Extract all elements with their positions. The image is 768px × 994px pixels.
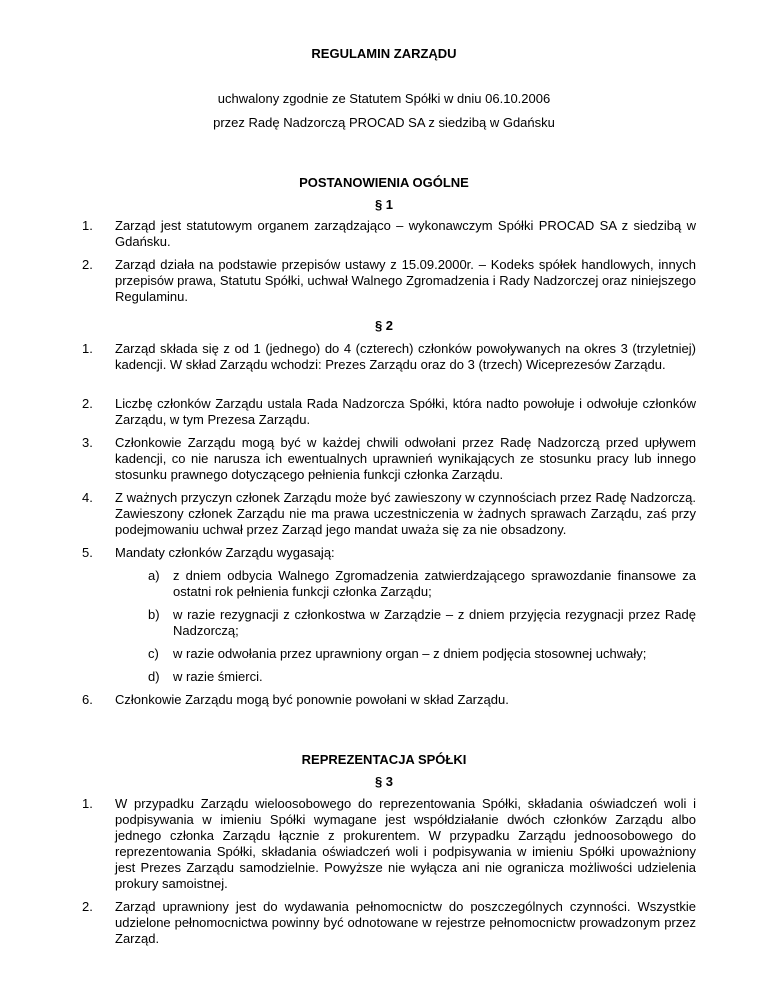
- list-item: [82, 692, 696, 708]
- item-text: Członkowie Zarządu mogą być w każdej chwili odwołani przez Radę Nadzorczą przed upływem kadencji, co nie narusza ich ewentualnych uprawnień wynikających ze stosunku pracy lub innego stosunku prawnego dotyczącego pełnienia funkcji członka Zarządu.: [115, 435, 696, 482]
- list-item: [82, 218, 696, 250]
- item-number: 2.: [82, 899, 93, 914]
- sub-item-letter: d): [148, 669, 160, 684]
- item-text: Członkowie Zarządu mogą być ponownie powołani w skład Zarządu.: [115, 692, 509, 707]
- sub-item-letter: a): [148, 568, 160, 583]
- document-title: REGULAMIN ZARZĄDU: [311, 46, 457, 61]
- item-number: 2.: [82, 396, 93, 411]
- item-text: Zarząd jest statutowym organem zarządzająco – wykonawczym Spółki PROCAD SA z siedzibą w Gdańsku.: [115, 218, 696, 249]
- list-item: [82, 796, 696, 892]
- section-heading-general: POSTANOWIENIA OGÓLNE: [299, 175, 469, 190]
- list-item: [82, 396, 696, 428]
- sub-item-text: w razie odwołania przez uprawniony organ – z dniem podjęcia stosownej uchwały;: [173, 646, 647, 661]
- item-number: 3.: [82, 435, 93, 450]
- paragraph-mark-1: § 1: [374, 197, 394, 212]
- sub-list-item: [148, 568, 696, 600]
- item-number: 5.: [82, 545, 93, 560]
- document-subtitle-line2: przez Radę Nadzorczą PROCAD SA z siedzibą w Gdańsku: [213, 115, 555, 130]
- item-text: Zarząd składa się z od 1 (jednego) do 4 (czterech) członków powoływanych na okres 3 (trzyletniej) kadencji. W skład Zarządu wchodzi: Prezes Zarządu oraz do 3 (trzech) Wiceprezesów Zarządu.: [115, 341, 696, 372]
- sub-list-item: [148, 669, 696, 685]
- item-number: 1.: [82, 796, 93, 811]
- item-text: W przypadku Zarządu wieloosobowego do reprezentowania Spółki, składania oświadczeń woli i podpisywania w imieniu Spółki wymagane jest współdziałanie dwóch członków Zarządu albo jednego członka Zarządu łącznie z prokurentem. W przypadku Zarządu jednoosobowego do reprezentowania Spółki, składania oświadczeń woli i podpisywania w imieniu Spółki upoważniony jest Prezes Zarządu samodzielnie. Powyższe nie wyłącza ani nie ogranicza możliwości udzielenia prokury samoistnej.: [115, 796, 696, 891]
- list-item: [82, 899, 696, 947]
- item-number: 4.: [82, 490, 93, 505]
- sub-item-letter: b): [148, 607, 160, 622]
- list-item: [82, 341, 696, 373]
- sub-list-item: [148, 607, 696, 639]
- sub-item-letter: c): [148, 646, 159, 661]
- paragraph-mark-3: § 3: [374, 774, 394, 789]
- item-text: Zarząd uprawniony jest do wydawania pełnomocnictw do poszczególnych czynności. Wszystkie udzielone pełnomocnictwa powinny być odnotowane w rejestrze pełnomocnictw prowadzonym przez Zarząd.: [115, 899, 696, 946]
- list-item: [82, 435, 696, 483]
- item-text: Zarząd działa na podstawie przepisów ustawy z 15.09.2000r. – Kodeks spółek handlowych, innych przepisów prawa, Statutu Spółki, uchwał Walnego Zgromadzenia i Rady Nadzorczej oraz niniejszego Regulaminu.: [115, 257, 696, 304]
- sub-list-item: [148, 646, 696, 662]
- item-number: 1.: [82, 341, 93, 356]
- sub-item-text: z dniem odbycia Walnego Zgromadzenia zatwierdzającego sprawozdanie finansowe za ostatni rok pełnienia funkcji członka Zarządu;: [173, 568, 696, 599]
- document-subtitle-line1: uchwalony zgodnie ze Statutem Spółki w dniu 06.10.2006: [217, 91, 551, 106]
- sub-item-text: w razie śmierci.: [173, 669, 263, 684]
- item-text: Liczbę członków Zarządu ustala Rada Nadzorcza Spółki, która nadto powołuje i odwołuje członków Zarządu, w tym Prezesa Zarządu.: [115, 396, 696, 427]
- sub-item-text: w razie rezygnacji z członkostwa w Zarządzie – z dniem przyjęcia rezygnacji przez Radę Nadzorczą;: [173, 607, 696, 638]
- list-item: [82, 490, 696, 538]
- section-heading-representation: REPREZENTACJA SPÓŁKI: [301, 752, 467, 767]
- item-text: Mandaty członków Zarządu wygasają:: [115, 545, 335, 560]
- item-number: 6.: [82, 692, 93, 707]
- item-text: Z ważnych przyczyn członek Zarządu może być zawieszony w czynnościach przez Radę Nadzorczą. Zawieszony członek Zarządu nie ma prawa uczestniczenia w żadnych sprawach Zarządu, zaś przy podejmowaniu uchwał przez Zarząd jego mandat uważa się za nie obsadzony.: [115, 490, 696, 537]
- list-item: [82, 545, 696, 561]
- paragraph-mark-2: § 2: [374, 318, 394, 333]
- item-number: 1.: [82, 218, 93, 233]
- item-number: 2.: [82, 257, 93, 272]
- list-item: [82, 257, 696, 305]
